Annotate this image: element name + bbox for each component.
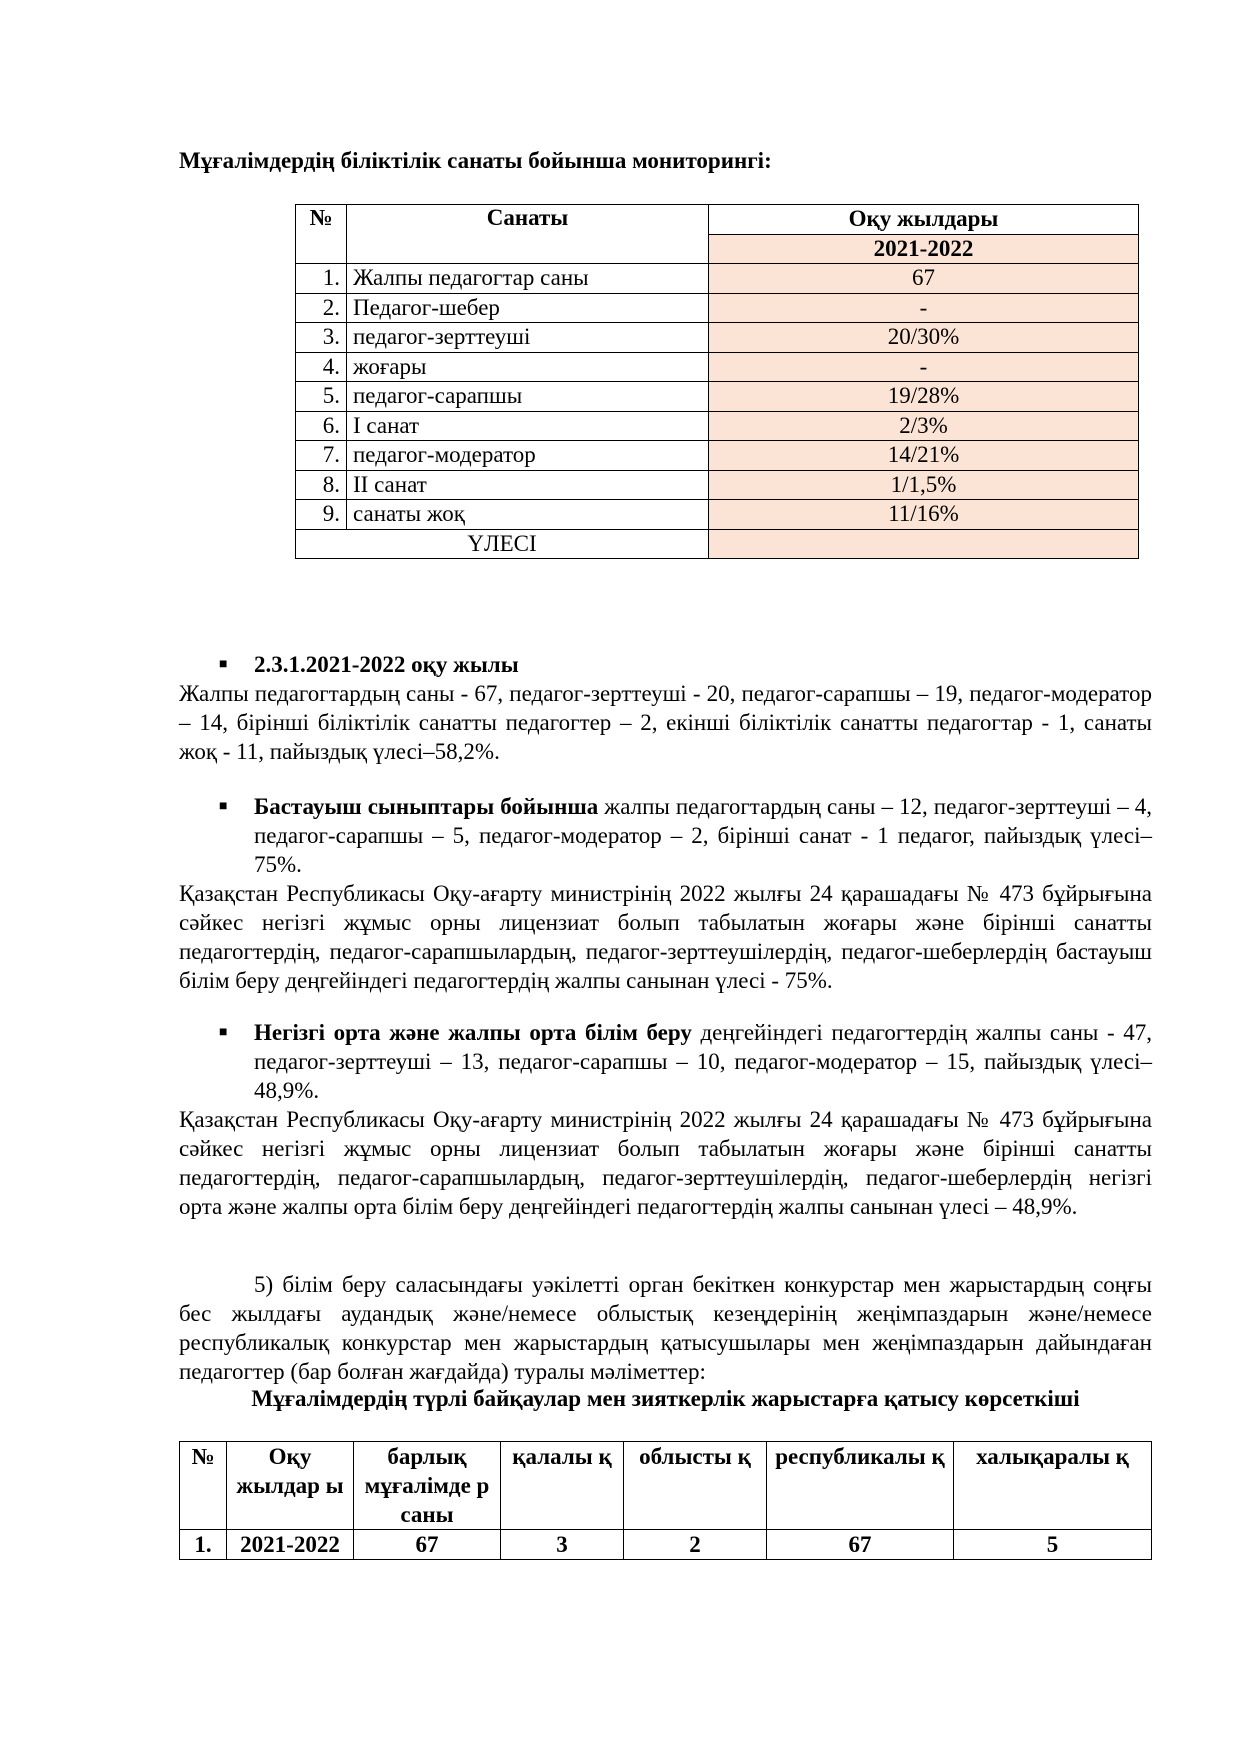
table-row <box>296 323 1139 353</box>
cell: 5 <box>954 1530 1152 1560</box>
row-value: 14/21% <box>709 441 1139 471</box>
primary-paragraph: Қазақстан Республикасы Оқу-ағарту министрінің 2022 жылғы 24 қарашадағы № 473 бұйрығына сәйкес негізгі жұмыс орны лицензиат болып табылатын жоғары және бірінші санатты педагогтердің, педагог-сарапшылардың, педагог-зерттеушілердің, педагог-шеберлердің бастауыш білім беру деңгейіндегі педагогтердің жалпы санынан үлесі - 75%. <box>179 881 1152 993</box>
table-row <box>296 352 1139 382</box>
row-value: 2/3% <box>709 411 1139 441</box>
row-label: педагог-модератор <box>347 441 709 471</box>
table-row <box>296 500 1139 530</box>
table-row <box>296 411 1139 441</box>
col-header: барлық мұғалімде р саны <box>354 1442 501 1530</box>
share-value <box>709 529 1139 559</box>
qualification-table <box>295 204 1139 559</box>
col-header: республикалы қ <box>767 1442 954 1530</box>
row-num: 1. <box>296 264 347 294</box>
row-label: педагог-зерттеуші <box>347 323 709 353</box>
row-num: 4. <box>296 352 347 382</box>
cell: 1. <box>180 1530 227 1560</box>
row-num: 9. <box>296 500 347 530</box>
secondary-bold: Негізгі орта және жалпы орта білім беру <box>254 1020 692 1045</box>
col-header: № <box>180 1442 227 1530</box>
monitoring-heading: Мұғалімдердің біліктілік санаты бойынша мониторингі: <box>179 148 772 173</box>
table-footer-row <box>296 529 1139 559</box>
row-num: 7. <box>296 441 347 471</box>
table-row <box>296 441 1139 471</box>
primary-text: жалпы педагогтардың саны – 12, педагог-зерттеуші – 4, педагог-сарапшы – 5, педагог-модератор – 2, бірінші санат - 1 педагог, пайыздық үлесі– 75%. <box>254 794 1152 877</box>
row-label: педагог-сарапшы <box>347 382 709 412</box>
share-label: ҮЛЕСІ <box>296 529 709 559</box>
cell: 2 <box>624 1530 767 1560</box>
row-num: 3. <box>296 323 347 353</box>
bullet-icon: ■ <box>219 799 228 814</box>
table-row <box>296 264 1139 294</box>
row-num: 8. <box>296 470 347 500</box>
row-label: І санат <box>347 411 709 441</box>
col-years-header: Оқу жылдары <box>709 205 1139 235</box>
col-header: халықаралы қ <box>954 1442 1152 1530</box>
row-value: - <box>709 293 1139 323</box>
row-label: ІІ санат <box>347 470 709 500</box>
col-category-header: Санаты <box>347 205 709 264</box>
row-label: Педагог-шебер <box>347 293 709 323</box>
col-header: қалалы қ <box>501 1442 624 1530</box>
item5-paragraph: 5) білім беру саласындағы уәкілетті орган бекіткен конкурстар мен жарыстардың соңғы бес жылдағы аудандық және/немесе облыстық кезеңдерінің жеңімпаздарын және/немесе республикалық конкурстар мен жарыстардың қатысушылары мен жеңімпаздарын дайындаған педагогтер (бар болған жағдайда) туралы мәліметтер: <box>179 1272 1152 1384</box>
bullet-icon: ■ <box>219 657 228 672</box>
row-num: 6. <box>296 411 347 441</box>
row-value: 67 <box>709 264 1139 294</box>
row-value: 19/28% <box>709 382 1139 412</box>
section-summary: Жалпы педагогтардың саны - 67, педагог-зерттеуші - 20, педагог-сарапшы – 19, педагог-модератор – 14, бірінші біліктілік санатты педагогтер – 2, екінші біліктілік санатты педагогтар - 1, санаты жоқ - 11, пайыздық үлесі–58,2%. <box>179 681 1152 764</box>
col-header: Оқу жылдар ы <box>227 1442 354 1530</box>
table-row <box>296 382 1139 412</box>
row-label: санаты жоқ <box>347 500 709 530</box>
cell: 3 <box>501 1530 624 1560</box>
row-label: жоғары <box>347 352 709 382</box>
table-row <box>296 293 1139 323</box>
secondary-text: деңгейіндегі педагогтердің жалпы саны - 47, педагог-зерттеуші – 13, педагог-сарапшы – 10, педагог-модератор – 15, пайыздық үлесі– 48,9%. <box>254 1020 1152 1103</box>
table-row <box>180 1530 1152 1560</box>
row-value: 1/1,5% <box>709 470 1139 500</box>
col-header: облысты қ <box>624 1442 767 1530</box>
secondary-item <box>254 1018 1152 1105</box>
row-num: 5. <box>296 382 347 412</box>
cell: 67 <box>767 1530 954 1560</box>
cell: 2021-2022 <box>227 1530 354 1560</box>
participation-heading: Мұғалімдердің түрлі байқаулар мен зияткерлік жарыстарға қатысу көрсеткіші <box>251 1386 1080 1411</box>
bullet-icon: ■ <box>219 1025 228 1040</box>
table-header-row <box>180 1442 1152 1530</box>
section-title: 2.3.1.2021-2022 оқу жылы <box>254 652 519 677</box>
row-label: Жалпы педагогтар саны <box>347 264 709 294</box>
primary-item <box>254 792 1152 879</box>
row-num: 2. <box>296 293 347 323</box>
row-value: - <box>709 352 1139 382</box>
row-value: 20/30% <box>709 323 1139 353</box>
col-num-header: № <box>296 205 347 264</box>
primary-bold: Бастауыш сыныптары бойынша <box>254 794 599 819</box>
secondary-paragraph: Қазақстан Республикасы Оқу-ағарту министрінің 2022 жылғы 24 қарашадағы № 473 бұйрығына сәйкес негізгі жұмыс орны лицензиат болып табылатын жоғары және бірінші санатты педагогтердің, педагог-сарапшылардың, педагог-зерттеушілердің, педагог-шеберлердің негізгі орта және жалпы орта білім беру деңгейіндегі педагогтердің жалпы санынан үлесі – 48,9%. <box>179 1107 1152 1219</box>
row-value: 11/16% <box>709 500 1139 530</box>
year-header: 2021-2022 <box>709 234 1139 264</box>
participation-table <box>179 1441 1152 1560</box>
table-row <box>296 470 1139 500</box>
cell: 67 <box>354 1530 501 1560</box>
